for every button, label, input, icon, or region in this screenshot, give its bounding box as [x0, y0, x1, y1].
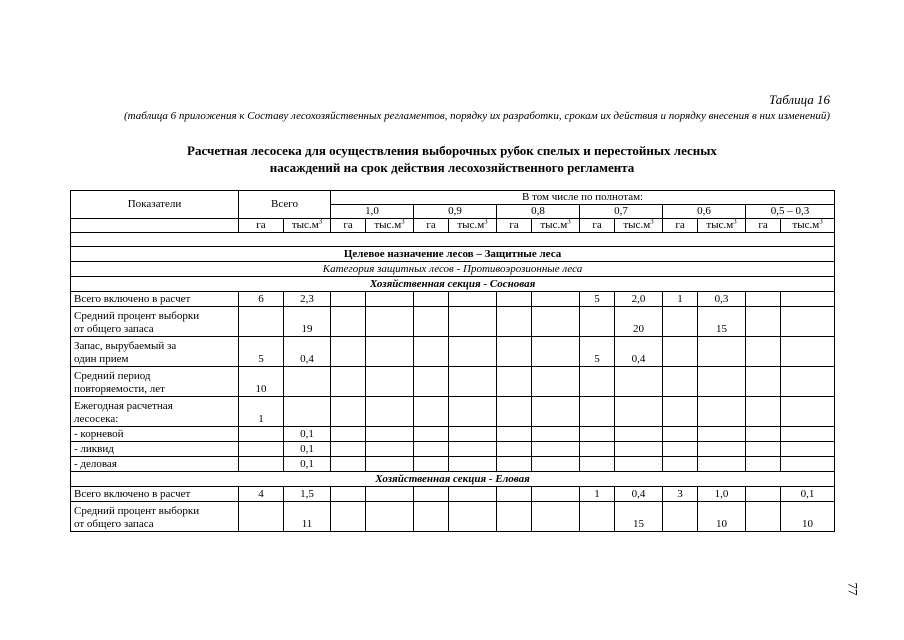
- table-cell: [414, 442, 449, 457]
- table-cell: [331, 397, 366, 427]
- unit-vol-sup: 3: [819, 218, 823, 226]
- table-cell: [497, 502, 532, 532]
- table-row: [71, 427, 835, 442]
- table-cell: [497, 487, 532, 502]
- table-cell: 0,4: [284, 337, 331, 367]
- table-cell: [781, 397, 835, 427]
- table-cell: [449, 502, 497, 532]
- row-label-line-2: один прием: [74, 353, 129, 365]
- table-cell: [615, 442, 663, 457]
- unit-ha: га: [239, 219, 284, 233]
- unit-ha: га: [746, 219, 781, 233]
- category-heading: Категория защитных лесов - Противоэрозионные леса: [71, 262, 835, 277]
- unit-vol-sup: 3: [650, 218, 654, 226]
- table-row: [71, 487, 835, 502]
- density-1: 0,9: [414, 205, 497, 219]
- table-cell: [663, 337, 698, 367]
- table-cell: [663, 427, 698, 442]
- unit-vol-sup: 3: [567, 218, 571, 226]
- table-cell: [331, 487, 366, 502]
- table-cell: [366, 502, 414, 532]
- page-number: 77: [845, 582, 861, 596]
- table-cell: [698, 337, 746, 367]
- row-label-line-1: Средний период: [74, 370, 151, 382]
- table-cell: [532, 442, 580, 457]
- table-cell: [366, 397, 414, 427]
- table-row: [71, 397, 835, 427]
- row-label: [71, 427, 239, 442]
- unit-vol-text: тыс.м: [374, 219, 402, 231]
- table-cell: [449, 307, 497, 337]
- table-cell: [580, 307, 615, 337]
- table-cell: [331, 307, 366, 337]
- unit-vol: [781, 219, 835, 233]
- row-label-line-2: от общего запаса: [74, 323, 154, 335]
- section1-heading-row: [71, 277, 835, 292]
- table-cell: [414, 292, 449, 307]
- table-cell: [615, 457, 663, 472]
- cutting-area-table: [70, 190, 835, 532]
- table-cell: [746, 292, 781, 307]
- table-cell: [663, 397, 698, 427]
- table-cell: [331, 442, 366, 457]
- table-cell: [781, 292, 835, 307]
- table-cell: [366, 487, 414, 502]
- table-row: [71, 502, 835, 532]
- purpose-heading-row: [71, 247, 835, 262]
- table-cell: 1,0: [698, 487, 746, 502]
- table-cell: [497, 397, 532, 427]
- title-line-1: Расчетная лесосека для осуществления выборочных рубок спелых и перестойных лесных: [187, 143, 717, 158]
- row-label: [71, 397, 239, 427]
- table-cell: [698, 427, 746, 442]
- table-cell: [366, 307, 414, 337]
- table-cell: [580, 367, 615, 397]
- table-cell: 1,5: [284, 487, 331, 502]
- table-cell: 5: [580, 292, 615, 307]
- row-label-line-1: - деловая: [74, 458, 117, 470]
- table-cell: 0,4: [615, 487, 663, 502]
- table-cell: 5: [239, 337, 284, 367]
- table-cell: [239, 307, 284, 337]
- section2-heading-row: [71, 472, 835, 487]
- row-label-line-1: Средний процент выборки: [74, 310, 200, 322]
- table-cell: 15: [615, 502, 663, 532]
- table-cell: [497, 427, 532, 442]
- table-cell: [331, 427, 366, 442]
- row-label-line-1: Запас, вырубаемый за: [74, 340, 177, 352]
- table-cell: [580, 442, 615, 457]
- table-cell: [532, 367, 580, 397]
- section2-heading: Хозяйственная секция - Еловая: [71, 472, 835, 487]
- table-cell: [284, 367, 331, 397]
- row-label-line-2: от общего запаса: [74, 518, 154, 530]
- table-cell: [366, 367, 414, 397]
- table-cell: [331, 502, 366, 532]
- table-cell: [532, 397, 580, 427]
- row-label-line-2: повторяемости, лет: [74, 383, 165, 395]
- table-cell: 0,1: [284, 457, 331, 472]
- table-cell: 0,4: [615, 337, 663, 367]
- density-2: 0,8: [497, 205, 580, 219]
- table-row: [71, 367, 835, 397]
- table-cell: [615, 397, 663, 427]
- table-cell: 10: [698, 502, 746, 532]
- section1-heading: Хозяйственная секция - Сосновая: [71, 277, 835, 292]
- category-heading-row: [71, 262, 835, 277]
- blank-row: [71, 233, 835, 247]
- header-total: Всего: [239, 191, 331, 219]
- table-cell: [663, 367, 698, 397]
- density-5: 0,5 – 0,3: [746, 205, 835, 219]
- table-cell: [414, 337, 449, 367]
- table-cell: [497, 292, 532, 307]
- table-cell: [331, 337, 366, 367]
- table-cell: 6: [239, 292, 284, 307]
- table-cell: [698, 442, 746, 457]
- table-cell: 2,0: [615, 292, 663, 307]
- table-cell: [497, 337, 532, 367]
- table-note: (таблица 6 приложения к Составу лесохозяйственных регламентов, порядку их разработки, срокам их действия и порядку внесения в них изменений): [123, 110, 830, 122]
- table-cell: [366, 457, 414, 472]
- table-cell: [781, 337, 835, 367]
- table-cell: [781, 427, 835, 442]
- table-cell: [331, 457, 366, 472]
- table-cell: [746, 442, 781, 457]
- row-label: [71, 487, 239, 502]
- table-cell: [449, 487, 497, 502]
- unit-vol: [284, 219, 331, 233]
- table-cell: [239, 442, 284, 457]
- table-cell: [698, 457, 746, 472]
- density-0: 1,0: [331, 205, 414, 219]
- table-cell: [239, 502, 284, 532]
- table-cell: [414, 397, 449, 427]
- header-row-3: [71, 219, 835, 233]
- unit-vol-sup: 3: [733, 218, 737, 226]
- table-cell: [284, 397, 331, 427]
- table-cell: 11: [284, 502, 331, 532]
- table-cell: [532, 292, 580, 307]
- table-cell: [746, 487, 781, 502]
- table-cell: [449, 442, 497, 457]
- unit-ha: га: [414, 219, 449, 233]
- table-cell: [449, 397, 497, 427]
- table-cell: [414, 487, 449, 502]
- row-label: [71, 367, 239, 397]
- table-cell: 0,1: [284, 442, 331, 457]
- row-label: [71, 457, 239, 472]
- unit-ha: га: [497, 219, 532, 233]
- table-cell: 3: [663, 487, 698, 502]
- unit-vol-text: тыс.м: [291, 219, 319, 231]
- table-cell: [746, 457, 781, 472]
- table-cell: [746, 397, 781, 427]
- table-cell: [331, 292, 366, 307]
- blank-cell: [71, 233, 835, 247]
- row-label-line-1: - ликвид: [74, 443, 114, 455]
- unit-ha: га: [331, 219, 366, 233]
- table-cell: [615, 367, 663, 397]
- row-label: [71, 502, 239, 532]
- table-cell: 0,3: [698, 292, 746, 307]
- table-cell: [497, 307, 532, 337]
- row-label: [71, 442, 239, 457]
- header-by-density: В том числе по полнотам:: [331, 191, 835, 205]
- row-label-line-1: Средний процент выборки: [74, 505, 200, 517]
- row-label: [71, 307, 239, 337]
- unit-vol: [449, 219, 497, 233]
- table-cell: [414, 427, 449, 442]
- table-cell: [580, 427, 615, 442]
- unit-vol: [698, 219, 746, 233]
- table-cell: [532, 337, 580, 367]
- density-4: 0,6: [663, 205, 746, 219]
- unit-vol: [532, 219, 580, 233]
- table-cell: [580, 502, 615, 532]
- table-cell: [239, 427, 284, 442]
- table-cell: [781, 367, 835, 397]
- table-cell: 0,1: [781, 487, 835, 502]
- unit-vol-text: тыс.м: [623, 219, 651, 231]
- header-row-1: [71, 191, 835, 205]
- table-cell: [449, 427, 497, 442]
- table-cell: [615, 427, 663, 442]
- table-cell: [746, 367, 781, 397]
- table-cell: [414, 502, 449, 532]
- table-cell: [414, 367, 449, 397]
- table-cell: 4: [239, 487, 284, 502]
- table-cell: 10: [781, 502, 835, 532]
- row-label-line-1: Всего включено в расчет: [74, 293, 191, 305]
- table-cell: [366, 292, 414, 307]
- row-label-line-1: Ежегодная расчетная: [74, 400, 173, 412]
- table-number: Таблица 16: [768, 92, 830, 107]
- table-row: [71, 337, 835, 367]
- table-cell: [580, 457, 615, 472]
- table-cell: [663, 457, 698, 472]
- table-cell: [532, 427, 580, 442]
- table-cell: [781, 307, 835, 337]
- title-line-2: насаждений на срок действия лесохозяйственного регламента: [269, 160, 635, 175]
- table-cell: [449, 292, 497, 307]
- table-row: [71, 442, 835, 457]
- table-row: [71, 457, 835, 472]
- table-cell: 1: [580, 487, 615, 502]
- table-cell: [532, 457, 580, 472]
- table-cell: [781, 457, 835, 472]
- unit-ha: га: [580, 219, 615, 233]
- table-cell: [698, 367, 746, 397]
- table-cell: [746, 307, 781, 337]
- table-cell: [366, 442, 414, 457]
- table-cell: [331, 367, 366, 397]
- row-label: [71, 292, 239, 307]
- table-cell: [497, 367, 532, 397]
- table-cell: [366, 427, 414, 442]
- unit-vol-sup: 3: [318, 218, 323, 226]
- table-title: [70, 142, 834, 176]
- unit-vol-text: тыс.м: [792, 219, 820, 231]
- table-cell: [663, 307, 698, 337]
- unit-ha: га: [663, 219, 698, 233]
- table-cell: [449, 367, 497, 397]
- table-row: [71, 307, 835, 337]
- purpose-heading: Целевое назначение лесов – Защитные леса: [71, 247, 835, 262]
- table-cell: [663, 442, 698, 457]
- unit-vol-text: тыс.м: [706, 219, 734, 231]
- table-cell: [449, 337, 497, 367]
- table-cell: 0,1: [284, 427, 331, 442]
- unit-vol-text: тыс.м: [540, 219, 568, 231]
- table-cell: [698, 397, 746, 427]
- row-label-line-2: лесосека:: [74, 413, 119, 425]
- table-cell: [746, 427, 781, 442]
- row-label-line-1: - корневой: [74, 428, 124, 440]
- table-cell: 5: [580, 337, 615, 367]
- table-cell: 19: [284, 307, 331, 337]
- header-indicators: Показатели: [71, 191, 239, 219]
- table-cell: [532, 502, 580, 532]
- table-row: [71, 292, 835, 307]
- table-cell: 1: [239, 397, 284, 427]
- table-cell: [497, 442, 532, 457]
- density-3: 0,7: [580, 205, 663, 219]
- unit-vol: [615, 219, 663, 233]
- unit-vol-text: тыс.м: [457, 219, 485, 231]
- header-unit-blank: [71, 219, 239, 233]
- table-cell: [414, 307, 449, 337]
- table-cell: 15: [698, 307, 746, 337]
- unit-vol: [366, 219, 414, 233]
- table-cell: 2,3: [284, 292, 331, 307]
- table-cell: [781, 442, 835, 457]
- table-cell: [497, 457, 532, 472]
- table-cell: [746, 502, 781, 532]
- table-cell: [532, 307, 580, 337]
- row-label-line-1: Всего включено в расчет: [74, 488, 191, 500]
- table-cell: [449, 457, 497, 472]
- table-cell: 20: [615, 307, 663, 337]
- table-cell: [414, 457, 449, 472]
- table-cell: 10: [239, 367, 284, 397]
- unit-vol-sup: 3: [401, 218, 405, 226]
- table-cell: [366, 337, 414, 367]
- table-cell: [239, 457, 284, 472]
- row-label: [71, 337, 239, 367]
- table-cell: 1: [663, 292, 698, 307]
- table-cell: [532, 487, 580, 502]
- unit-vol-sup: 3: [484, 218, 488, 226]
- table-cell: [663, 502, 698, 532]
- table-cell: [746, 337, 781, 367]
- table-cell: [580, 397, 615, 427]
